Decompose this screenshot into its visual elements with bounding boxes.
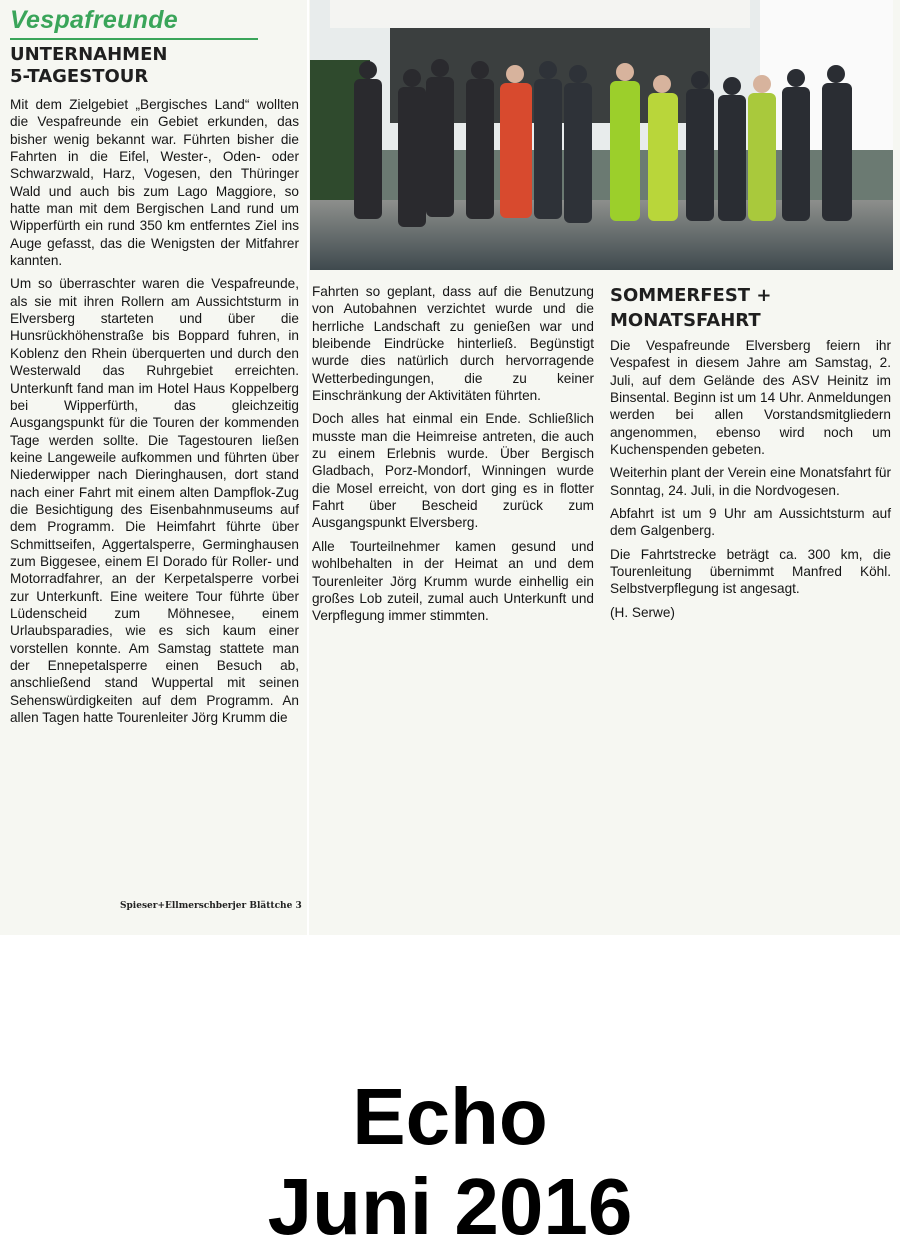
paragraph: Die Fahrtstrecke beträgt ca. 300 km, die Tourenleitung übernimmt Manfred Köhl. Selbstverpflegung ist angesagt. [610, 546, 891, 597]
section-brand: Vespafreunde [10, 6, 179, 34]
paragraph: Um so überraschter waren die Vespafreunde, als sie mit ihren Rollern am Aussichtsturm in Elversberg starteten und über die Hunsrückhöhenstraße bis Boppard fuhren, in Koblenz den Rhein überquerten und durch den Westerwald das Ruhrgebiet erreichten. Unterkunft fand man im Hotel Haus Koppelberg bei Wipperfürth, das gleichzeitig Ausgangspunkt für die Touren der kommenden Tage werden sollte. Die Tagestouren ließen keine Langeweile aufkommen und führten über Niederwipper nach Dieringhausen, dort stand nach einer Fahrt mit einem alten Dampflok-Zug die Besichtigung des Eisenbahnmuseums auf dem Programm. Die Heimfahrt führte über Schmittseifen, Aggertalsperre, Germinghausen zum Biggesee, einem El Dorado für Roller- und Motorradfahrer, an der Kerpetalsperre vorbei zur Unterkunft. Eine weitere Tour führte über Lüdenscheid zum Möhnesee, einem Urlaubsparadies, wie es sich kaum einer vorstellen konnte. Am Samstag stattete man der Ennepetalsperre einen Besuch ab, anschließend stand Wuppertal mit seinen Sehenswürdigkeiten auf dem Programm. An allen Tagen hatte Tourenleiter Jörg Krumm die [10, 276, 299, 726]
author-credit: (H. Serwe) [610, 604, 675, 620]
caption-title: Echo [352, 1072, 548, 1161]
group-photo-image [310, 0, 893, 270]
headline-line-2: MONATSFAHRT [610, 310, 761, 331]
article-column-2 [312, 283, 594, 631]
paragraph: Fahrten so geplant, dass auf die Benutzung von Autobahnen verzichtet wurde und die herrliche Landschaft zu genießen war und bleibende Eindrücke hinterließ. Begünstigt wurde dies natürlich durch hervorragende Wetterbedingungen, die zu keiner Einschränkung der Aktivitäten führten. [312, 284, 594, 404]
paragraph: Die Vespafreunde Elversberg feiern ihr Vespafest in diesem Jahre am Samstag, 2. Juli, auf dem Gelände des ASV Heinitz im Binsental. Beginn ist um 14 Uhr. Anmeldungen werden bei allen Vorstandsmitgliedern angenommen, ebenso wird noch um Kuchenspenden gebeten. [610, 338, 891, 458]
article-column-1 [10, 96, 299, 732]
page-footer: Spieser+Ellmerschberjer Blättche 3 [120, 901, 302, 911]
article-headline [10, 44, 167, 88]
paragraph: Abfahrt ist um 9 Uhr am Aussichtsturm auf dem Galgenberg. [610, 506, 891, 539]
brand-underline [10, 38, 258, 40]
paragraph: Mit dem Zielgebiet „Bergisches Land“ wollten die Vespafreunde ein Gebiet erkunden, das bisher wenig bekannt war. Führten bisher die Fahrten in die Eifel, Wester-, Oden- oder Schwarzwald, Harz, Vogesen, den Thüringer Wald und auch bis zum Lago Maggiore, so hatte man mit dem Bergischen Land rund um Wipperfürth ein rund 350 km entferntes Ziel ins Auge gefasst, das die Wenigsten der Mitfahrer kannten. [10, 97, 299, 269]
paragraph: Doch alles hat einmal ein Ende. Schließlich musste man die Heimreise antreten, die auch zu einem Erlebnis wurde. Über Bergisch Gladbach, Porz-Mondorf, Winningen wurde die Mosel erreicht, von dort ging es in flotter Fahrt über Bescheid zurück zum Ausgangspunkt Elversberg. [312, 411, 594, 531]
paragraph: Alle Tourteilnehmer kamen gesund und wohlbehalten in der Heimat an und dem Tourenleiter Jörg Krumm wurde einhellig ein großes Lob zuteil, zumal auch Unterkunft und Verpflegung immer stimmten. [312, 538, 594, 624]
announcement-column [610, 337, 891, 627]
column-divider [307, 0, 309, 935]
paragraph: Weiterhin plant der Verein eine Monatsfahrt für Sonntag, 24. Juli, in die Nordvogesen. [610, 465, 891, 498]
headline-line-2: 5-TAGESTOUR [10, 66, 149, 87]
group-photo [310, 0, 893, 270]
caption-date: Juni 2016 [267, 1162, 633, 1251]
announcement-headline [610, 283, 771, 333]
headline-line-1: UNTERNAHMEN [10, 44, 168, 65]
headline-line-1: SOMMERFEST + [610, 285, 772, 306]
